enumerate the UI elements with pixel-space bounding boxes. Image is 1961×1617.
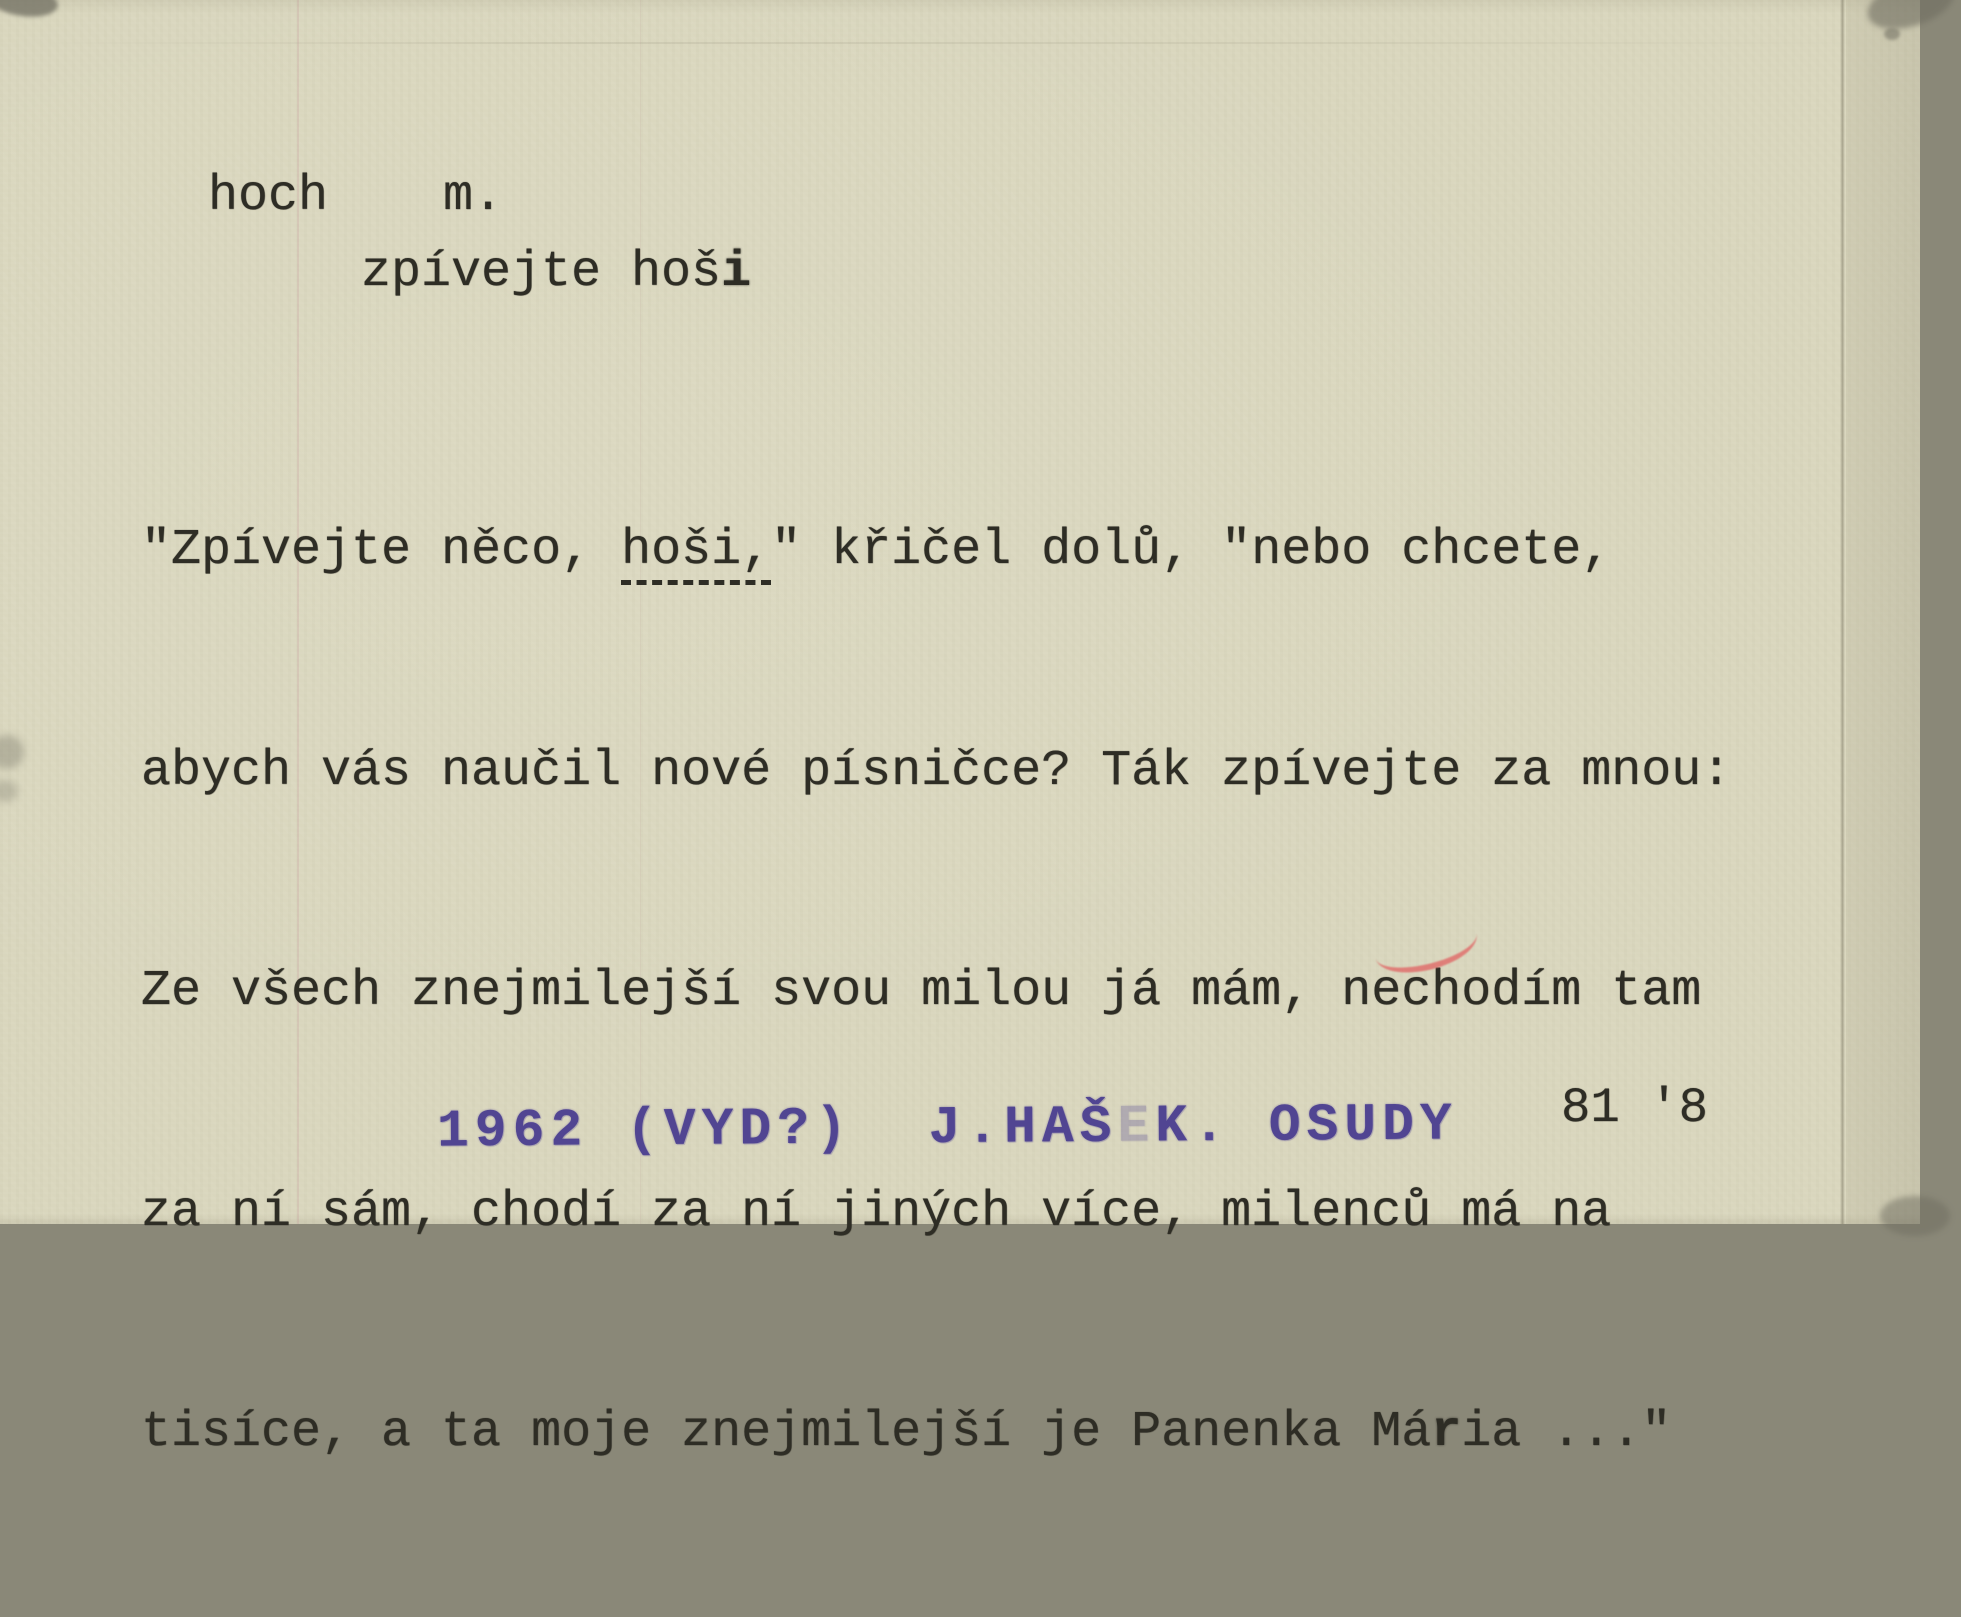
stamp-text-pre: 1962 (VYD?) J.HAŠ xyxy=(436,1096,1118,1162)
quote-line-5-post: ia ..." xyxy=(1461,1404,1672,1461)
entry-title-text: zpívejte hoš xyxy=(361,244,722,301)
underlined-word: hoši, xyxy=(621,522,771,585)
source-stamp xyxy=(437,1094,1458,1161)
ink-smudge xyxy=(0,735,24,769)
ink-smudge xyxy=(0,0,60,21)
quotation-paragraph xyxy=(141,367,1821,1617)
quote-line-5-pre: tisíce, a ta moje znejmilejší je Panenka Má xyxy=(141,1404,1432,1461)
quote-line-1-post: " křičel dolů, "nebo chcete, xyxy=(771,522,1612,579)
quote-line-1-pre: "Zpívejte něco, xyxy=(141,522,622,579)
ink-smudge xyxy=(1880,1196,1950,1236)
ink-smudge xyxy=(1884,28,1900,40)
part-of-speech-label: m. xyxy=(443,168,504,225)
quote-line-4: za ní sám, chodí za ní jiných více, milenců má na xyxy=(141,1183,1612,1241)
quote-line-2: abych vás naučil nové písničce? Ták zpívejte za mnou: xyxy=(141,742,1732,800)
paper-crease-top xyxy=(0,42,1920,44)
entry-title xyxy=(361,244,751,301)
page-reference: 81 '8 xyxy=(1561,1080,1709,1136)
headword: hoch xyxy=(208,168,329,225)
entry-title-bold-char: i xyxy=(721,244,752,301)
paper-edge-right xyxy=(1846,0,1920,1224)
quote-line-3: Ze všech znejmilejší svou milou já mám, nechodím tam xyxy=(141,963,1702,1020)
quote-line-1 xyxy=(141,514,1821,588)
paper-crease-right xyxy=(1840,0,1845,1224)
quote-line-5 xyxy=(141,1396,1821,1470)
quote-line-5-bold-char: r xyxy=(1431,1404,1462,1461)
ink-smudge xyxy=(0,780,18,802)
stamp-text-post: K. OSUDY xyxy=(1155,1094,1458,1157)
stamp-faint-char: E xyxy=(1117,1096,1156,1157)
